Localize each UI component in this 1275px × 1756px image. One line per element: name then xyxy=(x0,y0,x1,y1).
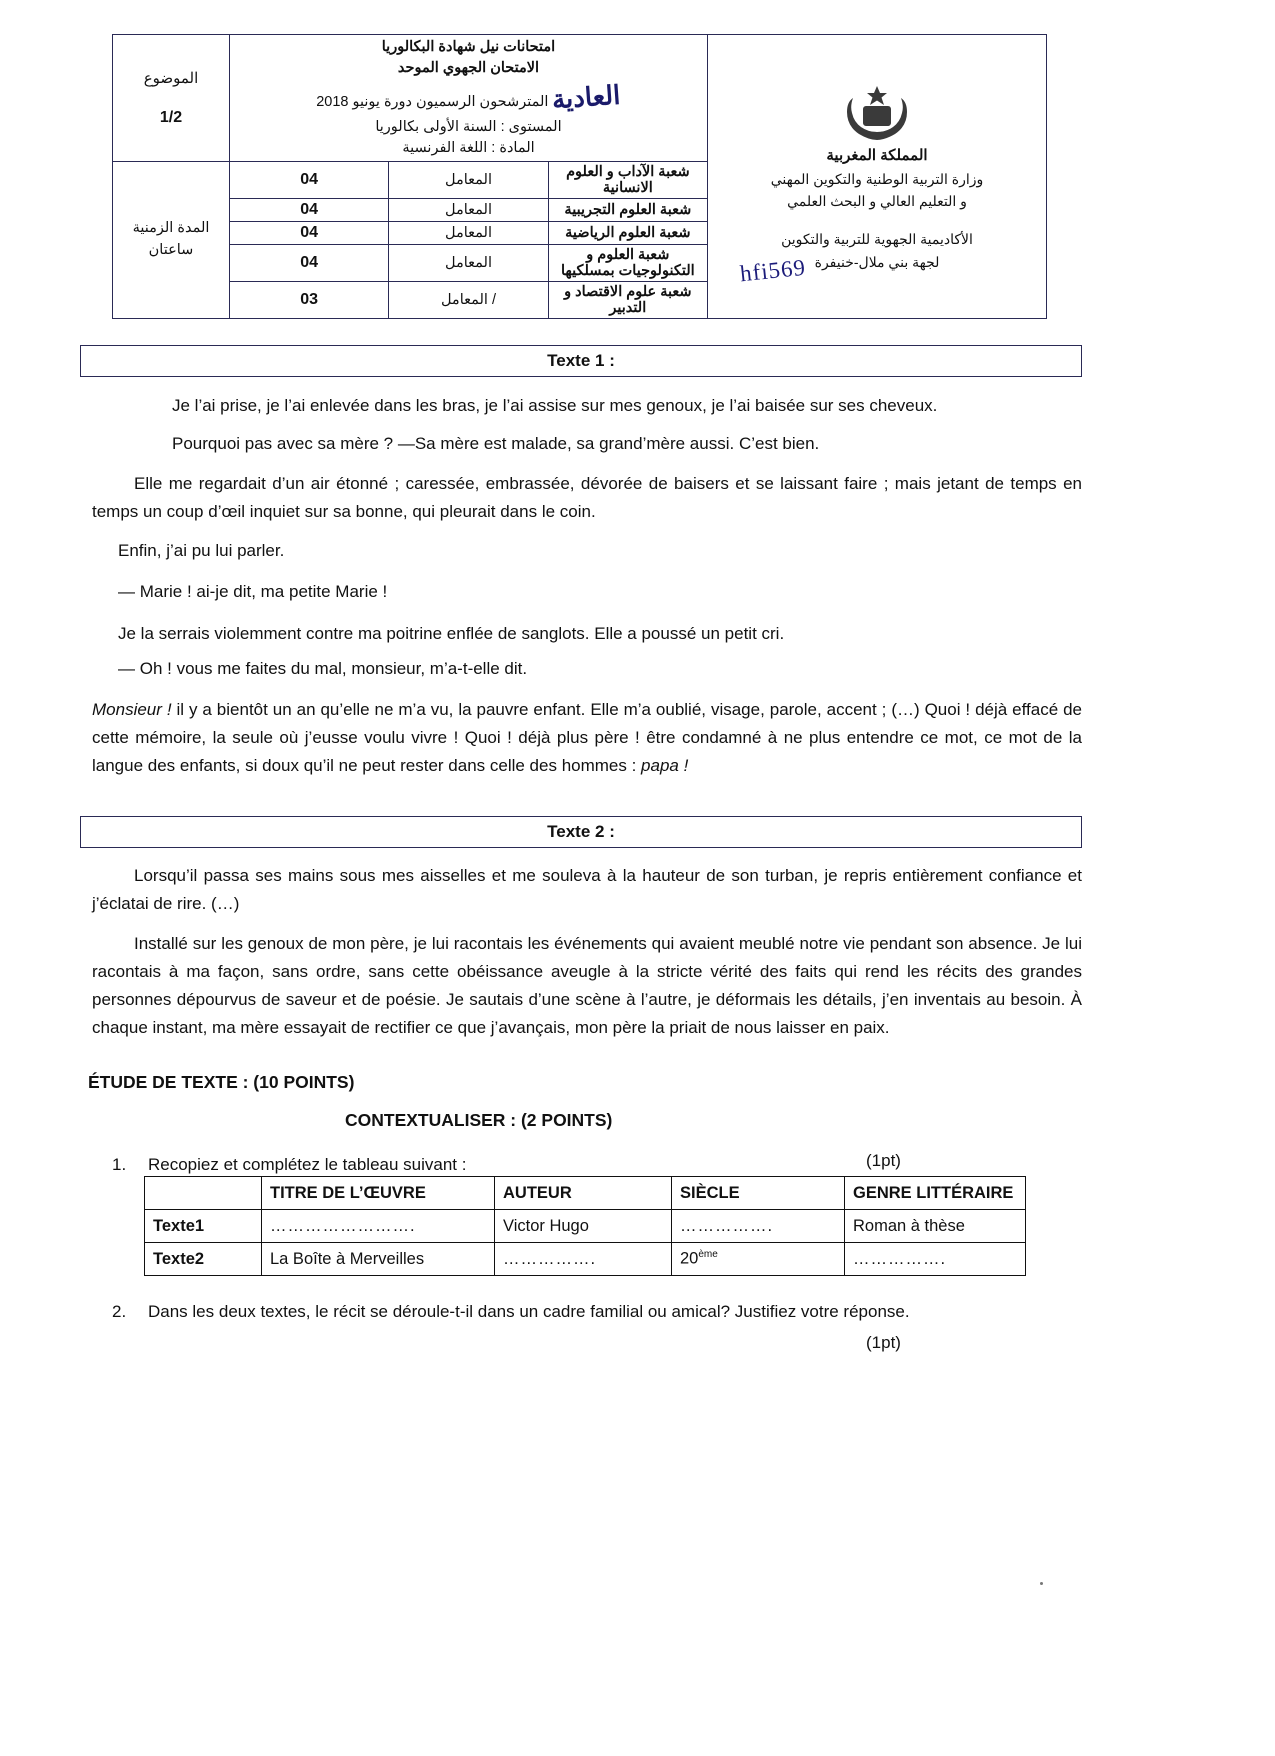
question-2-text: Dans les deux textes, le récit se déroule-t-il dans un cadre familial ou amical? Justifiez votre réponse. xyxy=(148,1302,910,1321)
handwritten-code: hfi569 xyxy=(738,254,808,287)
texte1-p8-body: il y a bientôt un an qu’elle ne m’a vu, la pauvre enfant. Elle m’a oublié, visage, parole, accent ; (…) Quoi ! déjà effacé de cette mémoire, la seule où j’eusse voulu vivre ! Quoi ! déjà plus père ! être condamné à ne plus entendre ce mot, ce mot de la langue des enfants, si doux qu’il ne peut rester dans celle des hommes : xyxy=(92,700,1082,776)
coef-label: المعامل xyxy=(389,221,548,244)
oeuvre-table-wrapper xyxy=(144,1176,1014,1276)
section-contextualiser: CONTEXTUALISER : (2 POINTS) xyxy=(345,1110,613,1130)
texte1-p8-italic-lead: Monsieur ! xyxy=(92,700,172,719)
texte1-p8-italic-end: papa ! xyxy=(641,756,689,776)
col-header-author: AUTEUR xyxy=(495,1177,672,1210)
texte1-paragraph-6: Je la serrais violemment contre ma poitrine enflée de sanglots. Elle a poussé un petit cri. xyxy=(118,624,785,643)
coef-label: المعامل xyxy=(389,161,548,198)
cell-century-texte2-value: 20 xyxy=(680,1249,699,1268)
coef-label: / المعامل xyxy=(389,281,548,318)
table-row xyxy=(145,1210,1026,1243)
duration-cell xyxy=(113,161,230,318)
section-etude-de-texte: ÉTUDE DE TEXTE : (10 POINTS) xyxy=(88,1072,355,1092)
texte1-paragraph-5: — Marie ! ai-je dit, ma petite Marie ! xyxy=(118,582,388,601)
exam-title-cell xyxy=(230,35,708,162)
texte1-banner xyxy=(80,345,1082,377)
handwritten-session: العادية xyxy=(551,80,622,115)
exam-line-3 xyxy=(234,79,703,117)
col-header-century: SIÈCLE xyxy=(672,1177,845,1210)
texte2-banner xyxy=(80,816,1082,848)
texte1-paragraph-3: Elle me regardait d’un air étonné ; caressée, embrassée, dévorée de baisers et se laissant faire ; mais jetant de temps en temps un coup d’œil inquiet sur sa bonne, qui pleurait dans le coin. xyxy=(92,474,1082,522)
exam-line-3-text: المترشحون الرسميون دورة يونيو 2018 xyxy=(316,94,549,111)
exam-line-5: المادة : اللغة الفرنسية xyxy=(402,139,535,156)
coef-value: 03 xyxy=(230,281,389,318)
texte1-banner-label: Texte 1 : xyxy=(547,351,615,370)
subject-cell xyxy=(113,35,230,162)
cell-century-texte1[interactable]: ……………. xyxy=(672,1210,845,1243)
table-row xyxy=(145,1243,1026,1276)
branch-label: شعبة العلوم الرياضية xyxy=(548,221,707,244)
duration-label: المدة الزمنية xyxy=(132,220,210,236)
page-speck xyxy=(1040,1582,1043,1585)
coef-label: المعامل xyxy=(389,244,548,281)
cell-author-texte1[interactable]: Victor Hugo xyxy=(495,1210,672,1243)
ministry-line-5: لجهة بني ملال-خنيفرة xyxy=(814,253,940,270)
coef-label: المعامل xyxy=(389,198,548,221)
cell-author-texte2[interactable]: ……………. xyxy=(495,1243,672,1276)
coef-value: 04 xyxy=(230,161,389,198)
header-table xyxy=(112,34,1047,319)
cell-genre-texte2[interactable]: ……………. xyxy=(845,1243,1026,1276)
morocco-crest-icon xyxy=(833,82,921,140)
col-header-blank xyxy=(145,1177,262,1210)
question-1-number: 1. xyxy=(112,1155,127,1174)
cell-title-texte2[interactable]: La Boîte à Merveilles xyxy=(262,1243,495,1276)
ministry-line-2: وزارة التربية الوطنية والتكوين المهني xyxy=(770,170,984,187)
row-label-texte1: Texte1 xyxy=(145,1210,262,1243)
subject-value: 1/2 xyxy=(159,108,183,126)
branch-label: شعبة العلوم التجريبية xyxy=(548,198,707,221)
question-1 xyxy=(112,1151,902,1178)
row-label-texte2: Texte2 xyxy=(145,1243,262,1276)
texte1-paragraph-2: Pourquoi pas avec sa mère ? —Sa mère est malade, sa grand’mère aussi. C’est bien. xyxy=(172,434,820,453)
exam-line-4: المستوى : السنة الأولى بكالوريا xyxy=(375,118,562,135)
exam-line-1: امتحانات نيل شهادة البكالوريا xyxy=(381,39,556,55)
coef-value: 04 xyxy=(230,244,389,281)
exam-line-2: الامتحان الجهوي الموحد xyxy=(397,60,540,77)
exam-header-block xyxy=(112,34,1047,319)
branch-label: شعبة علوم الاقتصاد و التدبير xyxy=(548,281,707,318)
texte1-paragraph-7: — Oh ! vous me faites du mal, monsieur, m’a-t-elle dit. xyxy=(118,659,528,678)
col-header-title: TITRE DE L’ŒUVRE xyxy=(262,1177,495,1210)
question-2 xyxy=(112,1298,1072,1325)
question-2-number: 2. xyxy=(112,1302,127,1321)
subject-label: الموضوع xyxy=(143,69,199,87)
texte1-paragraph-4: Enfin, j’ai pu lui parler. xyxy=(118,541,285,560)
texte1-paragraph-8 xyxy=(92,696,1082,780)
cell-genre-texte1[interactable]: Roman à thèse xyxy=(845,1210,1026,1243)
duration-value: ساعتان xyxy=(148,241,194,258)
question-2-points: (1pt) xyxy=(866,1333,901,1352)
cell-century-texte2-sup: ème xyxy=(698,1249,718,1261)
col-header-genre: GENRE LITTÉRAIRE xyxy=(845,1177,1026,1210)
ministry-line-1: المملكة المغربية xyxy=(826,146,928,164)
texte2-banner-label: Texte 2 : xyxy=(547,822,615,841)
coef-value: 04 xyxy=(230,198,389,221)
cell-title-texte1[interactable]: ……………………. xyxy=(262,1210,495,1243)
question-1-text: Recopiez et complétez le tableau suivant : xyxy=(148,1155,467,1174)
branch-label: شعبة الآداب و العلوم الانسانية xyxy=(548,161,707,198)
texte2-paragraph-2: Installé sur les genoux de mon père, je lui racontais les événements qui avaient meublé notre vie pendant son absence. Je lui racontais à ma façon, sans ordre, sans cette obéissance aveugle à la stricte vérité des faits qui rend les récits des grandes personnes dépourvus de saveur et de poésie. Je sautais d’une scène à l’autre, je déformais les détails, j’en inventais au besoin. À chaque instant, ma mère essayait de rectifier ce que j’avançais, mon père la priait de nous laisser en paix. xyxy=(92,934,1082,1038)
texte2-paragraph-1: Lorsqu’il passa ses mains sous mes aisselles et me souleva à la hauteur de son turban, je repris entièrement confiance et j’éclatai de rire. (…) xyxy=(92,866,1082,914)
ministry-line-3: و التعليم العالي و البحث العلمي xyxy=(787,192,967,209)
ministry-line-4: الأكاديمية الجهوية للتربية والتكوين xyxy=(781,231,973,248)
branch-label: شعبة العلوم و التكنولوجيات بمسلكيها xyxy=(548,244,707,281)
texte1-paragraph-1: Je l’ai prise, je l’ai enlevée dans les bras, je l’ai assise sur mes genoux, je l’ai baisée sur ses cheveux. xyxy=(172,396,938,415)
coef-value: 04 xyxy=(230,221,389,244)
cell-century-texte2[interactable] xyxy=(672,1243,845,1276)
table-header-row xyxy=(145,1177,1026,1210)
question-1-points: (1pt) xyxy=(866,1151,901,1170)
oeuvre-table xyxy=(144,1176,1026,1276)
